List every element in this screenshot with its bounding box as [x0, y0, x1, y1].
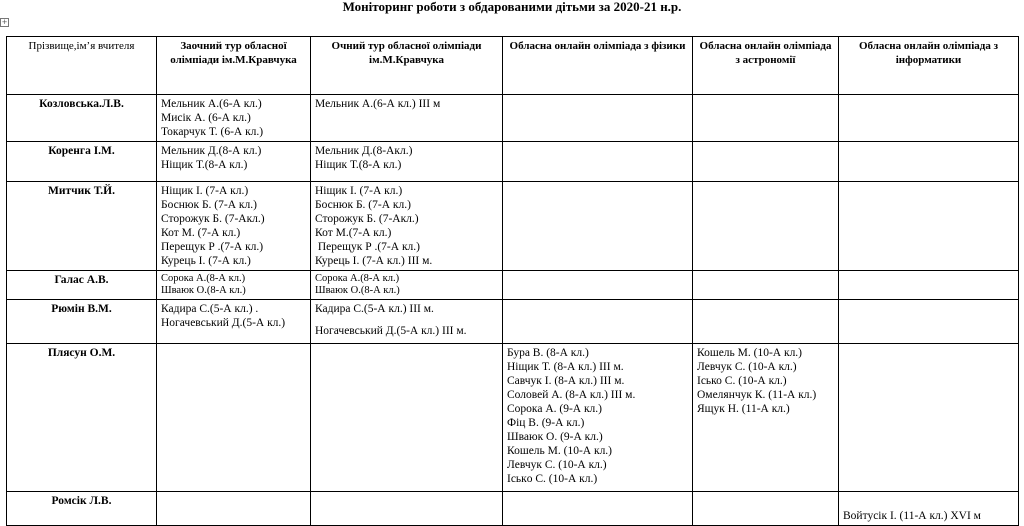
- student-entry: Ніщик І. (7-А кл.): [161, 185, 249, 197]
- teacher-cell: Рюмін В.М.: [7, 300, 157, 344]
- astronomy-cell: [693, 95, 839, 142]
- zaochnyi-cell: [157, 492, 311, 526]
- student-entry: Боснюк Б. (7-А кл.): [161, 199, 257, 211]
- table-row: [7, 95, 1019, 142]
- student-entry: Сорока А.(8-А кл.): [161, 273, 246, 284]
- student-entry: Ящук Н. (11-А кл.): [697, 403, 790, 415]
- astronomy-cell: [693, 300, 839, 344]
- student-entry: Кошель М. (10-А кл.): [697, 347, 803, 359]
- student-entry: Омелянчук К. (11-А кл.): [697, 389, 817, 401]
- student-entry: Сторожук Б. (7-Акл.): [161, 213, 265, 225]
- zaochnyi-cell: [157, 344, 311, 492]
- student-entry: Ніщик Т.(8-А кл.): [161, 159, 248, 171]
- table-row: [7, 182, 1019, 271]
- student-entry: Мельник А.(6-А кл.) ІІІ м: [315, 98, 441, 110]
- header-astronomy: Обласна онлайн олімпіада з астрономії: [693, 37, 839, 95]
- ochnyi-cell: [311, 300, 503, 344]
- student-entry: Ніщик Т. (8-А кл.) ІІІ м.: [507, 361, 624, 373]
- student-entry: Ісько С. (10-А кл.): [697, 375, 787, 387]
- student-entry: Іськo С. (10-А кл.): [507, 473, 598, 485]
- physics-cell: [503, 182, 693, 271]
- zaochnyi-cell: [157, 142, 311, 182]
- header-ochnyi: Очний тур обласної олімпіади ім.М.Кравчука: [311, 37, 503, 95]
- student-entry: Савчук І. (8-А кл.) ІІІ м.: [507, 375, 625, 387]
- teacher-cell: Плясун О.М.: [7, 344, 157, 492]
- informatics-cell: [839, 142, 1019, 182]
- header-zaochnyi: Заочний тур обласної олімпіади ім.М.Кравчука: [157, 37, 311, 95]
- student-entry: Сторожук Б. (7-Акл.): [315, 213, 419, 225]
- document-title: Моніторинг роботи з обдарованими дітьми за 2020-21 н.р.: [342, 0, 682, 14]
- physics-cell: [503, 344, 693, 492]
- student-entry: Сорока А.(8-А кл.): [315, 273, 400, 284]
- physics-cell: [503, 492, 693, 526]
- student-entry: Шваюк О.(8-А кл.): [315, 285, 400, 296]
- student-entry: Мельник Д.(8-Акл.): [315, 145, 413, 157]
- zaochnyi-cell: [157, 182, 311, 271]
- student-entry: Бура В. (8-А кл.): [507, 347, 589, 359]
- student-entry: Курець І. (7-А кл.): [161, 255, 251, 267]
- teacher-cell: Ромсік Л.В.: [7, 492, 157, 526]
- student-entry: Левчук С. (10-А кл.): [697, 361, 797, 373]
- astronomy-cell: [693, 142, 839, 182]
- header-physics: Обласна онлайн олімпіада з фізики: [503, 37, 693, 95]
- student-entry: Шваюк О.(8-А кл.): [161, 285, 246, 296]
- physics-cell: [503, 271, 693, 300]
- table-row: [7, 344, 1019, 492]
- header-row: [7, 37, 1019, 95]
- physics-cell: [503, 142, 693, 182]
- student-entry: Кот М.(7-А кл.): [315, 227, 392, 239]
- student-entry: Фіц В. (9-А кл.): [507, 417, 585, 429]
- student-entry: Мисік А. (6-А кл.): [161, 112, 251, 124]
- teacher-cell: Митчик Т.Й.: [7, 182, 157, 271]
- student-entry: Ногачевський Д.(5-А кл.) ІІІ м.: [315, 325, 467, 337]
- informatics-cell: [839, 300, 1019, 344]
- zaochnyi-cell: [157, 95, 311, 142]
- astronomy-cell: [693, 182, 839, 271]
- zaochnyi-cell: [157, 300, 311, 344]
- zaochnyi-cell: [157, 271, 311, 300]
- student-entry: Ніщик І. (7-А кл.): [315, 185, 403, 197]
- student-entry: Кот М. (7-А кл.): [161, 227, 241, 239]
- header-teacher: Прізвище,ім’я вчителя: [7, 37, 157, 95]
- table-row: [7, 492, 1019, 526]
- ochnyi-cell: [311, 344, 503, 492]
- physics-cell: [503, 95, 693, 142]
- ochnyi-cell: [311, 492, 503, 526]
- monitoring-table: [6, 36, 1019, 526]
- ochnyi-cell: [311, 95, 503, 142]
- student-entry: Кадира С.(5-А кл.) .: [161, 303, 259, 315]
- student-entry: Войтусік І. (11-А кл.) XVI м: [843, 510, 981, 522]
- student-entry: Ніщик Т.(8-А кл.): [315, 159, 402, 171]
- table-row: [7, 300, 1019, 344]
- informatics-cell: [839, 492, 1019, 526]
- student-entry: Перещук Р .(7-А кл.): [315, 241, 420, 253]
- student-entry: Мельник Д.(8-А кл.): [161, 145, 262, 157]
- table-row: [7, 142, 1019, 182]
- student-entry: Курець І. (7-А кл.) ІІІ м.: [315, 255, 433, 267]
- teacher-cell: Козловська.Л.В.: [7, 95, 157, 142]
- header-informatics: Обласна онлайн олімпіада з інформатики: [839, 37, 1019, 95]
- student-entry: Ногачевський Д.(5-А кл.): [161, 317, 286, 329]
- astronomy-cell: [693, 271, 839, 300]
- student-entry: Соловей А. (8-А кл.) ІІІ м.: [507, 389, 636, 401]
- informatics-cell: [839, 344, 1019, 492]
- ochnyi-cell: [311, 271, 503, 300]
- student-entry: Шваюк О. (9-А кл.): [507, 431, 603, 443]
- table-anchor-icon[interactable]: +: [1, 18, 8, 26]
- astronomy-cell: [693, 492, 839, 526]
- informatics-cell: [839, 271, 1019, 300]
- table-row: [7, 271, 1019, 300]
- informatics-cell: [839, 95, 1019, 142]
- student-entry: Боснюк Б. (7-А кл.): [315, 199, 411, 211]
- teacher-cell: Галас А.В.: [7, 271, 157, 300]
- informatics-cell: [839, 182, 1019, 271]
- student-entry: Сорока А. (9-А кл.): [507, 403, 602, 415]
- student-entry: Токарчук Т. (6-А кл.): [161, 126, 264, 138]
- student-entry: Кошель М. (10-А кл.): [507, 445, 613, 457]
- student-entry: Мельник А.(6-А кл.): [161, 98, 262, 110]
- student-entry: Перещук Р .(7-А кл.): [161, 241, 264, 253]
- ochnyi-cell: [311, 142, 503, 182]
- teacher-cell: Коренга І.М.: [7, 142, 157, 182]
- student-entry: Левчук С. (10-А кл.): [507, 459, 607, 471]
- physics-cell: [503, 300, 693, 344]
- ochnyi-cell: [311, 182, 503, 271]
- astronomy-cell: [693, 344, 839, 492]
- student-entry: Кадира С.(5-А кл.) ІІІ м.: [315, 303, 434, 315]
